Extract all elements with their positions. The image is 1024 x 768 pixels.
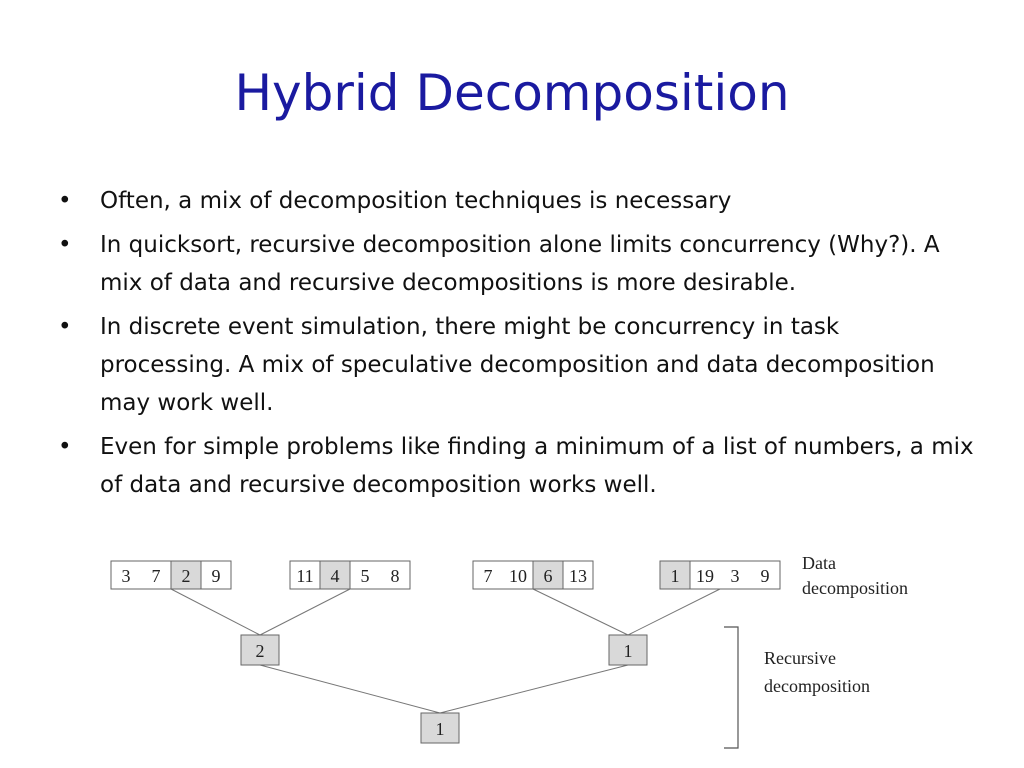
tree-edge xyxy=(260,665,440,713)
bullet-text: In discrete event simulation, there might be concurrency in task processing. A mix of speculative decomposition and data decomposition may work well. xyxy=(100,314,935,416)
bullet-icon: • xyxy=(58,232,72,258)
data-cell-value: 4 xyxy=(330,566,340,586)
data-cell-value: 7 xyxy=(483,566,493,586)
bullet-text: Often, a mix of decomposition techniques is necessary xyxy=(100,188,732,214)
recursive-nodes xyxy=(241,635,647,743)
root-node-value: 1 xyxy=(435,719,445,739)
data-cell-value: 2 xyxy=(181,566,191,586)
bullet-text: Even for simple problems like finding a minimum of a list of numbers, a mix of data and recursive decomposition works well. xyxy=(100,434,974,498)
bullet-text: In quicksort, recursive decomposition alone limits concurrency (Why?). A mix of data and recursive decompositions is more desirable. xyxy=(100,232,940,296)
bullet-icon: • xyxy=(58,314,72,340)
level2-node-value: 2 xyxy=(255,641,265,661)
bullet-icon: • xyxy=(58,188,72,214)
data-cell-value: 11 xyxy=(296,566,314,586)
data-cell-value: 3 xyxy=(121,566,131,586)
data-cell-value: 6 xyxy=(543,566,553,586)
tree-edge xyxy=(533,589,628,635)
data-cell-value: 19 xyxy=(696,566,714,586)
tree-edge xyxy=(171,589,260,635)
data-block xyxy=(111,561,231,589)
data-decomposition-label-line2: decomposition xyxy=(802,578,908,598)
tree-edge xyxy=(440,665,628,713)
tree-edge xyxy=(628,589,720,635)
data-cell-value: 7 xyxy=(151,566,161,586)
data-cell-value: 8 xyxy=(390,566,400,586)
level2-node xyxy=(241,635,279,665)
level2-node xyxy=(609,635,647,665)
data-block xyxy=(660,561,780,589)
data-block xyxy=(290,561,410,589)
data-blocks xyxy=(111,561,780,589)
data-cell-value: 13 xyxy=(569,566,587,586)
recursive-decomposition-label-line2: decomposition xyxy=(764,676,870,696)
data-cell-value: 9 xyxy=(760,566,770,586)
data-block xyxy=(473,561,593,589)
recursive-bracket xyxy=(724,627,738,748)
tree-edge xyxy=(260,589,350,635)
data-cell-value: 10 xyxy=(509,566,527,586)
data-decomposition-label-line1: Data xyxy=(802,553,836,573)
slide-title: Hybrid Decomposition xyxy=(234,64,790,122)
level2-node-value: 1 xyxy=(623,641,633,661)
root-node xyxy=(421,713,459,743)
data-cell-value: 9 xyxy=(211,566,221,586)
data-cell-value: 1 xyxy=(670,566,680,586)
data-cell-value: 3 xyxy=(730,566,740,586)
bullet-icon: • xyxy=(58,434,72,460)
data-cell-value: 5 xyxy=(360,566,370,586)
recursive-decomposition-label-line1: Recursive xyxy=(764,648,836,668)
